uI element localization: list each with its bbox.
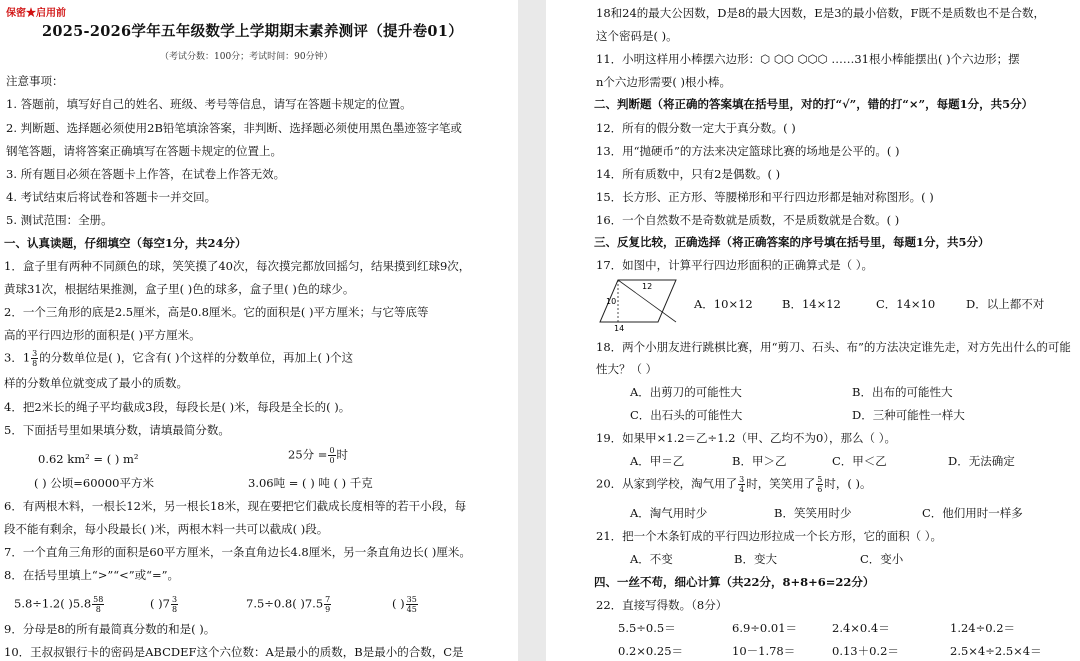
fraction: $\frac{3}{8}$ xyxy=(32,349,38,368)
figure-label-top: 12 xyxy=(642,282,653,291)
fraction: $\frac{5}{6}$ xyxy=(817,475,823,494)
parallelogram-figure xyxy=(596,274,680,332)
q8-item: 7.5÷0.8( )7.5 $\frac{7}{9}$ xyxy=(246,595,331,614)
question-11-cont: n个六边形需要( )根小棒。 xyxy=(596,75,732,89)
fraction: $\frac{58}{8}$ xyxy=(93,595,104,614)
choice-option: C．甲＜乙 xyxy=(832,454,887,468)
note-line: 3. 所有题目必须在答题卡上作答，在试卷上作答无效。 xyxy=(6,167,286,181)
note-line: 2. 判断题、选择题必须使用2B铅笔填涂答案，非判断、选择题必须使用黑色墨迹签字笔或 xyxy=(6,121,462,135)
question-2-cont: 高的平行四边形的面积是( )平方厘米。 xyxy=(4,328,201,342)
choice-option: D．无法确定 xyxy=(948,454,1015,468)
calc-item: 2.4×0.4＝ xyxy=(832,621,890,635)
exam-title: 2025-2026学年五年级数学上学期期末素养测评（提升卷01） xyxy=(42,23,464,40)
figure-label-side: 10 xyxy=(606,297,617,306)
question-5: 5．下面括号里如果填分数，请填最简分数。 xyxy=(4,423,230,437)
choice-option: C．变小 xyxy=(860,552,904,566)
question-6: 6．有两根木料，一根长12米，另一根长18米，现在要把它们截成长度相等的若干小段，每 xyxy=(4,499,467,513)
choice-option: C．出石头的可能性大 xyxy=(630,408,743,422)
question-4: 4．把2米长的绳子平均截成3段，每段长是( )米，每段是全长的( )。 xyxy=(4,400,351,414)
choice-option: B．甲＞乙 xyxy=(732,454,787,468)
calc-item: 6.9÷0.01＝ xyxy=(732,621,798,635)
calc-item: 0.13＋0.2＝ xyxy=(832,644,899,658)
question-16: 16．一个自然数不是奇数就是质数，不是质数就是合数。( ) xyxy=(596,213,900,227)
choice-option: C．他们用时一样多 xyxy=(922,506,1023,520)
question-1: 1．盒子里有两种不同颜色的球，笑笑摸了40次，每次摸完都放回摇匀，结果摸到红球9次， xyxy=(4,259,471,273)
calc-item: 10－1.78＝ xyxy=(732,644,796,658)
question-11: 11．小明这样用小棒摆六边形：⬡ ⬡⬡ ⬡⬡⬡ ……31根小棒能摆出( )个六边形；摆 xyxy=(596,52,1020,66)
fraction: $\frac{3}{8}$ xyxy=(171,595,178,614)
choice-option: C．14×10 xyxy=(876,297,936,311)
left-page xyxy=(0,0,518,661)
fraction: $\frac{7}{9}$ xyxy=(325,595,331,614)
calc-item: 1.24÷0.2＝ xyxy=(950,621,1016,635)
question-9: 9．分母是8的所有最简真分数的和是( )。 xyxy=(4,622,216,636)
question-1-cont: 黄球31次，根据结果推测，盒子里( )色的球多，盒子里( )色的球少。 xyxy=(4,282,355,296)
choice-option: A．淘气用时少 xyxy=(630,506,708,520)
note-line: 5. 测试范围：全册。 xyxy=(6,213,113,227)
choice-option: B．变大 xyxy=(734,552,777,566)
section-heading-judge: 二、判断题（将正确的答案填在括号里，对的打“√”，错的打“×”，每题1分，共5分） xyxy=(594,97,1034,111)
fraction: $\frac{0}{0}$ xyxy=(329,446,335,465)
section-heading-fill: 一、认真读题，仔细填空（每空1分，共24分） xyxy=(4,236,247,250)
q5-item: ( ) 公顷=60000平方米 xyxy=(34,476,155,490)
choice-option: A．出剪刀的可能性大 xyxy=(630,385,742,399)
question-8: 8．在括号里填上“>”“<”或“=”。 xyxy=(4,568,179,582)
right-page xyxy=(546,0,1080,661)
choice-option: D．三种可能性一样大 xyxy=(852,408,965,422)
choice-option: A．不变 xyxy=(630,552,673,566)
question-6-cont: 段不能有剩余，每小段最长( )米，两根木料一共可以截成( )段。 xyxy=(4,522,329,536)
question-13: 13．用“抛硬币”的方法来决定篮球比赛的场地是公平的。( ) xyxy=(596,144,900,158)
calc-item: 2.5×4÷2.5×4＝ xyxy=(950,644,1042,658)
question-20: 20．从家到学校，淘气用了 $\frac{3}{4}$ 时，笑笑用了 $\frac{5}{6}$ 时，( )。 xyxy=(596,475,872,494)
question-3: 3．1 $\frac{3}{8}$ 的分数单位是( )，它含有( )个这样的分数单位，再加上( )个这 xyxy=(4,349,354,368)
choice-option: D．以上都不对 xyxy=(966,297,1045,311)
question-10-cont: 18和24的最大公因数，D是8的最大因数，E是3的最小倍数，F既不是质数也不是合数， xyxy=(596,6,1045,20)
question-12: 12．所有的假分数一定大于真分数。( ) xyxy=(596,121,796,135)
page-gap xyxy=(518,0,546,661)
exam-subtitle: （考试分数：100分；考试时间：90分钟） xyxy=(160,52,333,62)
choice-option: B．出布的可能性大 xyxy=(852,385,953,399)
fraction: $\frac{3}{4}$ xyxy=(739,475,745,494)
question-10-cont: 这个密码是( )。 xyxy=(596,29,678,43)
q5-item: 3.06吨 = ( ) 吨 ( ) 千克 xyxy=(248,476,373,490)
question-10: 10．王叔叔银行卡的密码是ABCDEF这个六位数：A是最小的质数，B是最小的合数，C是 xyxy=(4,645,464,659)
question-17: 17．如图中，计算平行四边形面积的正确算式是（ ）。 xyxy=(596,258,874,272)
notes-heading: 注意事项： xyxy=(6,74,64,88)
question-18: 18．两个小朋友进行跳棋比赛，用“剪刀、石头、布”的方法决定谁先走，对方先出什么的可能 xyxy=(596,340,1071,354)
calc-item: 5.5÷0.5＝ xyxy=(618,621,676,635)
question-14: 14．所有质数中，只有2是偶数。( ) xyxy=(596,167,781,181)
confidential-mark: 保密★启用前 xyxy=(6,8,66,19)
question-3-cont: 样的分数单位就变成了最小的质数。 xyxy=(4,376,188,390)
q8-item: ( ) $\frac{35}{45}$ xyxy=(392,595,417,614)
note-line: 1. 答题前，填写好自己的姓名、班级、考号等信息，请写在答题卡规定的位置。 xyxy=(6,97,412,111)
choice-option: B．14×12 xyxy=(782,297,841,311)
q8-item: 5.8÷1.2( )5.8 $\frac{58}{8}$ xyxy=(14,595,104,614)
choice-option: B．笑笑用时少 xyxy=(774,506,852,520)
q5-item: 0.62 km² = ( ) m² xyxy=(38,452,139,466)
question-7: 7．一个直角三角形的面积是60平方厘米，一条直角边长4.8厘米，另一条直角边长( )厘米。 xyxy=(4,545,471,559)
question-22: 22．直接写得数。（8分） xyxy=(596,598,728,612)
note-line: 4. 考试结束后将试卷和答题卡一并交回。 xyxy=(6,190,217,204)
question-21: 21．把一个木条钉成的平行四边形拉成一个长方形，它的面积（ ）。 xyxy=(596,529,943,543)
question-2: 2．一个三角形的底是2.5厘米，高是0.8厘米。它的面积是( )平方厘米；与它等底等 xyxy=(4,305,429,319)
section-heading-calc: 四、一丝不苟，细心计算（共22分，8+8+6=22分） xyxy=(594,575,875,589)
choice-option: A．甲＝乙 xyxy=(630,454,685,468)
figure-label-bottom: 14 xyxy=(614,324,625,332)
section-heading-choice: 三、反复比较，正确选择（将正确答案的序号填在括号里，每题1分，共5分） xyxy=(594,235,990,249)
calc-item: 0.2×0.25＝ xyxy=(618,644,684,658)
choice-option: A．10×12 xyxy=(694,297,753,311)
question-15: 15．长方形、正方形、等腰梯形和平行四边形都是轴对称图形。( ) xyxy=(596,190,934,204)
q5-item: 25分 = $\frac{0}{0}$ 时 xyxy=(288,446,349,465)
fraction: $\frac{35}{45}$ xyxy=(406,595,417,614)
question-18-cont: 性大？（ ） xyxy=(596,362,658,376)
question-19: 19．如果甲×1.2＝乙÷1.2（甲、乙均不为0），那么（ ）。 xyxy=(596,431,896,445)
note-line: 钢笔答题，请将答案正确填写在答题卡规定的位置上。 xyxy=(6,144,282,158)
q8-item: ( )7 $\frac{3}{8}$ xyxy=(150,595,178,614)
